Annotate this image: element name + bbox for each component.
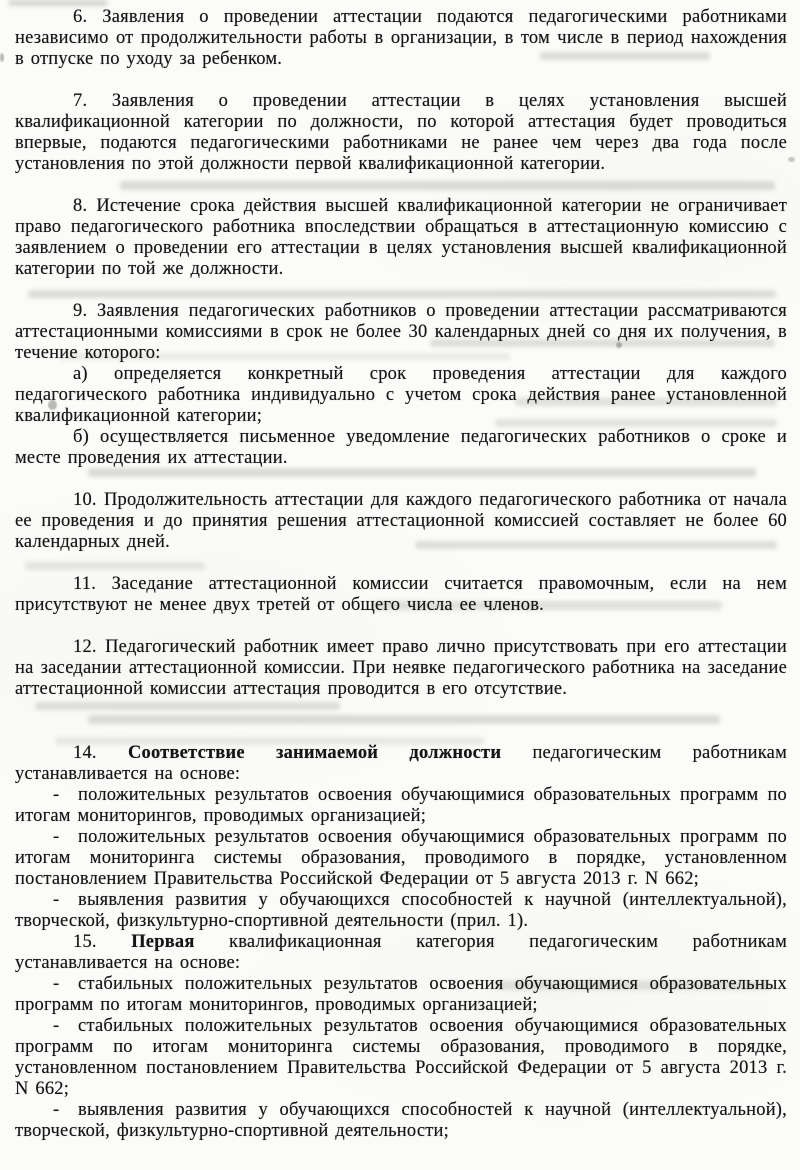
paragraph-14-text-2: педагогическим работникам устанавливается на основе:	[15, 743, 787, 784]
paragraph-6-text-0: 6. Заявления о проведении аттестации подаются педагогическими работниками независимо от продолжительности работы в организации, в том числе в период нахождения в отпуске по уходу за ребенком.	[15, 7, 787, 69]
paragraph-15-text-1: Первая	[131, 932, 195, 952]
paragraph-15-item-3-text-0: - выявления развития у обучающихся способностей к научной (интеллектуальной), творческой, физкультурно-спортивной деятельности;	[15, 1100, 787, 1141]
paragraph-15-item-2	[15, 1016, 787, 1100]
paragraph-14-item-2-text-0: - положительных результатов освоения обучающимися образовательных программ по итогам мониторинга системы образования, проводимого в порядке, установленном постановлением Правительства Российской Федерации от 5 августа 2013 г. N 662;	[15, 827, 787, 889]
scan-speck	[788, 157, 795, 162]
paragraph-9-item-a-text-0: а) определяется конкретный срок проведения аттестации для каждого педагогического работника индивидуально с учетом срока действия ранее установленной квалификационной категории;	[15, 364, 787, 426]
paragraph-15-item-3	[15, 1100, 787, 1142]
paragraph-9-item-b-text-0: б) осуществляется письменное уведомление педагогических работников о сроке и месте проведения их аттестации.	[15, 427, 787, 468]
bleedthrough-artifact	[8, 0, 108, 6]
paragraph-12-text-0: 12. Педагогический работник имеет право лично присутствовать при его аттестации на заседании аттестационной комиссии. При неявке педагогического работника на заседание аттестационной комиссии аттестация проводится в его отсутствие.	[15, 637, 787, 699]
paragraph-11	[15, 574, 787, 616]
paragraph-15-text-0: 15.	[73, 932, 132, 952]
paragraph-9	[15, 301, 787, 364]
paragraph-12	[15, 637, 787, 700]
paragraph-9-text-0: 9. Заявления педагогических работников о проведении аттестации рассматриваются аттестационными комиссиями в срок не более 30 календарных дней со дня их получения, в течение которого:	[15, 301, 787, 363]
paragraph-14-item-3-text-0: - выявления развития у обучающихся способностей к научной (интеллектуальной), творческой, физкультурно-спортивной деятельности (прил. 1).	[15, 890, 787, 931]
paragraph-6	[15, 7, 787, 70]
paragraph-15-item-2-text-0: - стабильных положительных результатов освоения обучающимися образовательных программ по итогам мониторинга системы образования, проводимого в порядке, установленном постановлением Правительства Российской Федерации от 5 августа 2013 г. N 662;	[15, 1016, 787, 1099]
paragraph-14-item-1-text-0: - положительных результатов освоения обучающимися образовательных программ по итогам мониторингов, проводимых организацией;	[15, 785, 787, 826]
paragraph-8-text-0: 8. Истечение срока действия высшей квалификационной категории не ограничивает право педагогического работника впоследствии обращаться в аттестационную комиссию с заявлением о проведении его аттестации в целях установления высшей квалификационной категории по той же должности.	[15, 196, 787, 279]
paragraph-11-text-0: 11. Заседание аттестационной комиссии считается правомочным, если на нем присутствуют не менее двух третей от общего числа ее членов.	[15, 574, 787, 615]
paragraph-15-text-2: квалификационная категория педагогическим работникам устанавливается на основе:	[15, 932, 787, 973]
paragraph-14-item-1	[15, 785, 787, 827]
paragraph-14	[15, 743, 787, 785]
paragraph-10-text-0: 10. Продолжительность аттестации для каждого педагогического работника от начала ее проведения и до принятия решения аттестационной комиссией составляет не более 60 календарных дней.	[15, 490, 787, 552]
paragraph-14-text-1: Соответствие занимаемой должности	[127, 743, 502, 763]
paragraph-14-text-0: 14.	[73, 743, 128, 763]
paragraph-10	[15, 490, 787, 553]
document-text	[15, 7, 787, 1142]
scan-speck	[0, 53, 4, 62]
paragraph-14-item-2	[15, 827, 787, 890]
paragraph-14-item-3	[15, 890, 787, 932]
paragraph-8	[15, 196, 787, 280]
paragraph-7-text-0: 7. Заявления о проведении аттестации в целях установления высшей квалификационной категории по должности, по которой аттестация будет проводиться впервые, подаются педагогическими работниками не ранее чем через два года после установления по этой должности первой квалификационной категории.	[15, 91, 787, 174]
paragraph-7	[15, 91, 787, 175]
paragraph-15	[15, 932, 787, 974]
paragraph-9-item-a	[15, 364, 787, 427]
paragraph-15-item-1-text-0: - стабильных положительных результатов освоения обучающимися образовательных программ по итогам мониторингов, проводимых организацией;	[15, 974, 787, 1015]
paragraph-9-item-b	[15, 427, 787, 469]
paragraph-15-item-1	[15, 974, 787, 1016]
